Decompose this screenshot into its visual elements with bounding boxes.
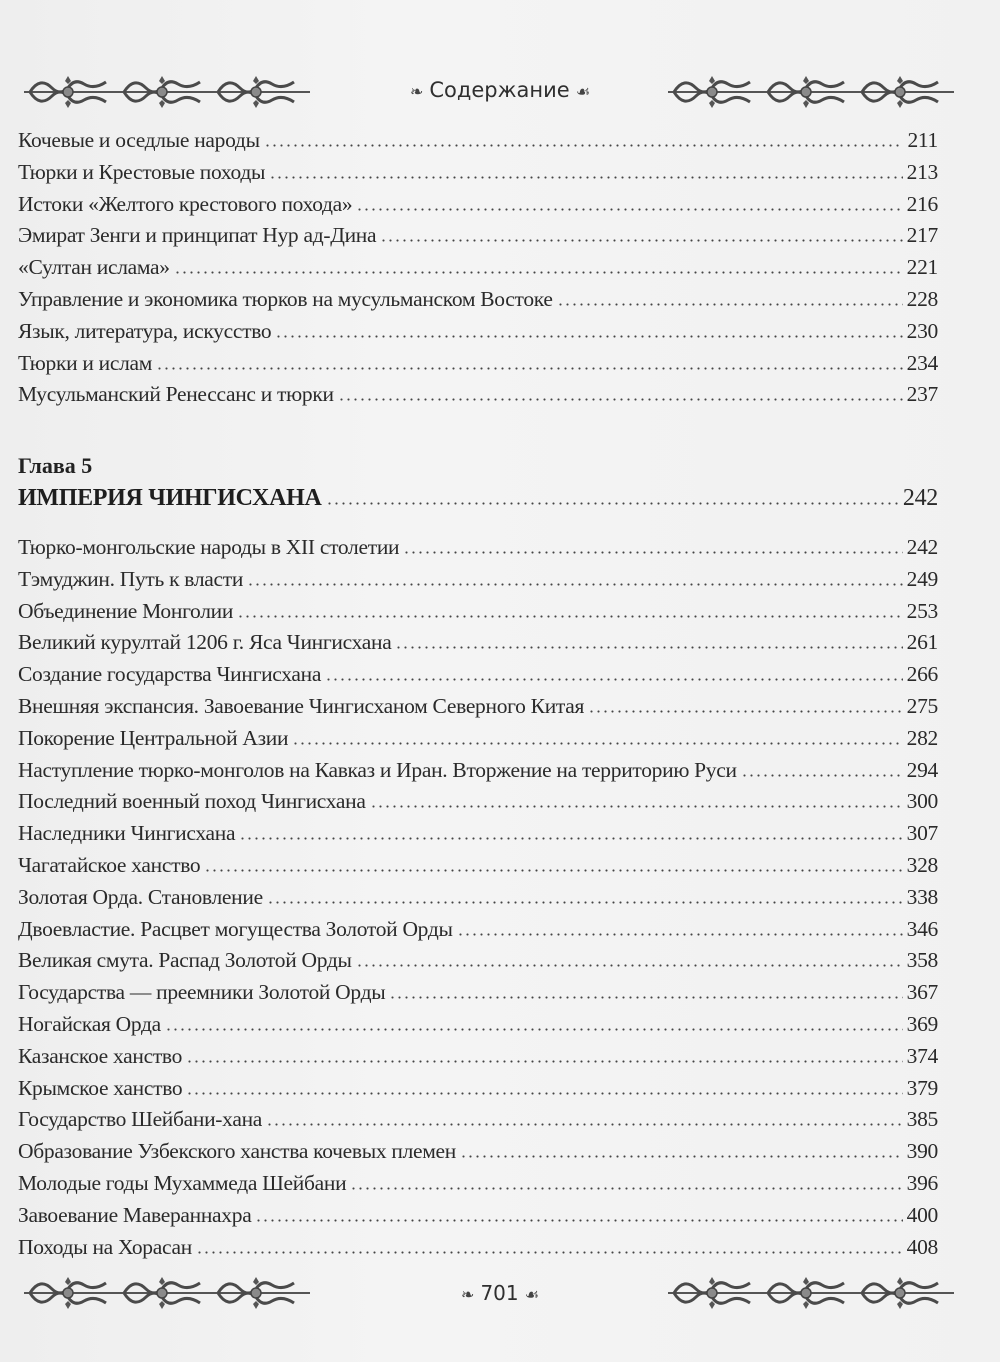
toc-entry-title: Создание государства Чингисхана	[18, 662, 322, 687]
toc-entry-title: Мусульманский Ренессанс и тюрки	[18, 382, 334, 407]
toc-entry-page: 367	[906, 980, 938, 1005]
toc-entry-page: 400	[906, 1202, 938, 1227]
toc-entry-title: Чагатайское ханство	[18, 852, 201, 877]
dot-leader	[326, 502, 899, 505]
dot-leader	[389, 996, 902, 999]
dot-leader	[395, 646, 902, 649]
toc-entry[interactable]	[18, 1073, 938, 1105]
toc-entry[interactable]	[18, 977, 938, 1009]
ornament-left-icon	[22, 1273, 312, 1313]
toc-entry-page: 374	[906, 1043, 938, 1068]
toc-entry-title: Золотая Орда. Становление	[18, 884, 263, 909]
dot-leader	[403, 551, 902, 554]
toc-entry[interactable]	[18, 1009, 938, 1041]
toc-entry-page: 237	[906, 382, 938, 407]
toc-entry[interactable]	[18, 1041, 938, 1073]
dot-leader	[196, 1251, 903, 1254]
chapter-page: 242	[902, 485, 938, 511]
toc-entry-page: 396	[906, 1170, 938, 1195]
toc-entry-title: Объединение Монголии	[18, 598, 234, 623]
dot-leader	[275, 335, 902, 338]
toc-entry-page: 300	[906, 789, 938, 814]
toc-entry-title: Кочевые и оседлые народы	[18, 128, 260, 152]
toc-entry[interactable]	[18, 850, 938, 882]
ornament-right-icon	[666, 1273, 956, 1313]
toc-entry[interactable]	[18, 564, 938, 596]
toc-entry-page: 242	[906, 535, 938, 559]
toc-entry[interactable]	[18, 691, 938, 723]
toc-entry-page: 408	[906, 1234, 938, 1259]
chapter-label: Глава 5	[18, 453, 93, 478]
toc-entry-title: Тюрки и Крестовые походы	[18, 159, 266, 184]
dot-leader	[350, 1187, 902, 1190]
dot-leader	[156, 367, 903, 370]
toc-entry[interactable]	[18, 914, 938, 946]
toc-entry-page: 234	[906, 350, 938, 375]
swirl-left-icon: ❧	[461, 1285, 475, 1304]
toc-entry[interactable]	[18, 189, 938, 221]
dot-leader	[204, 869, 902, 872]
header-title-text: Содержание	[429, 78, 570, 102]
toc-entry-page: 338	[906, 884, 938, 909]
toc-entry-page: 228	[906, 286, 938, 311]
dot-leader	[370, 805, 903, 808]
toc-entry[interactable]	[18, 596, 938, 628]
toc-entry[interactable]	[18, 627, 938, 659]
toc-entry[interactable]	[18, 532, 938, 564]
toc-entry-title: Тэмуджин. Путь к власти	[18, 566, 244, 591]
dot-leader	[338, 398, 903, 401]
running-header	[0, 72, 1000, 116]
dot-leader	[186, 1092, 902, 1095]
toc-entry-page: 211	[907, 128, 938, 152]
toc-entry-page: 328	[906, 852, 938, 877]
ornament-right-icon	[666, 72, 956, 112]
dot-leader	[356, 964, 903, 967]
toc-entry-title: Завоевание Мавераннахра	[18, 1202, 252, 1227]
toc-entry-title: Государство Шейбани-хана	[18, 1107, 263, 1132]
toc-entry[interactable]	[18, 125, 938, 157]
dot-leader	[264, 144, 904, 147]
toc-entry-title: Последний военный поход Чингисхана	[18, 789, 366, 814]
toc-entry-page: 213	[906, 159, 938, 184]
toc-entry-page: 275	[906, 693, 938, 718]
toc-entry-page: 390	[906, 1139, 938, 1164]
toc-entry-title: Управление и экономика тюрков на мусульманском Востоке	[18, 286, 553, 311]
toc-entry-title: Крымское ханство	[18, 1075, 183, 1100]
toc-entry-page: 230	[906, 318, 938, 343]
dot-leader	[269, 176, 903, 179]
toc-entry-title: Ногайская Орда	[18, 1011, 161, 1036]
toc-entry-title: Наступление тюрко-монголов на Кавказ и Иран. Вторжение на территорию Руси	[18, 757, 737, 782]
toc-entry[interactable]	[18, 1232, 938, 1264]
toc-entry-title: Наследники Чингисхана	[18, 821, 236, 846]
toc-entry-page: 294	[906, 757, 938, 782]
dot-leader	[237, 615, 903, 618]
dot-leader	[588, 710, 903, 713]
toc-entry-title: Государства — преемники Золотой Орды	[18, 980, 386, 1005]
chapter-title: ИМПЕРИЯ ЧИНГИСХАНА	[18, 485, 322, 511]
toc-entry-title: Язык, литература, искусство	[18, 318, 272, 343]
toc-entry[interactable]	[18, 1104, 938, 1136]
toc-entry[interactable]	[18, 723, 938, 755]
toc-entry-title: Тюрко-монгольские народы в XII столетии	[18, 535, 400, 559]
dot-leader	[174, 271, 903, 274]
dot-leader	[741, 774, 903, 777]
toc-entry[interactable]	[18, 945, 938, 977]
toc-entry[interactable]	[18, 882, 938, 914]
toc-entry-page: 266	[906, 662, 938, 687]
dot-leader	[460, 1155, 903, 1158]
toc-entry-page: 379	[906, 1075, 938, 1100]
toc-entry-title: «Султан ислама»	[18, 255, 170, 280]
swirl-right-icon: ☙	[575, 82, 591, 101]
toc-entry[interactable]	[18, 252, 938, 284]
dot-leader	[292, 742, 902, 745]
chapter-heading[interactable]	[18, 480, 938, 516]
toc-entry[interactable]	[18, 818, 938, 850]
header-title	[372, 78, 628, 102]
dot-leader	[247, 583, 903, 586]
toc-entry[interactable]	[18, 284, 938, 316]
swirl-right-icon: ☙	[524, 1285, 539, 1304]
toc-entry-title: Эмират Зенги и принципат Нур ад-Дина	[18, 223, 377, 248]
toc-entry-page: 261	[906, 630, 938, 655]
toc-entry-title: Великая смута. Распад Золотой Орды	[18, 948, 352, 973]
toc-entry[interactable]	[18, 1136, 938, 1168]
ornament-left-icon	[22, 72, 312, 112]
toc-entry[interactable]	[18, 220, 938, 252]
toc-section-a	[18, 125, 938, 411]
toc-entry-page: 216	[906, 191, 938, 216]
toc-entry-page: 358	[906, 948, 938, 973]
toc-entry-page: 217	[906, 223, 938, 248]
toc-entry-page: 369	[906, 1011, 938, 1036]
toc-entry[interactable]	[18, 348, 938, 380]
toc-entry[interactable]	[18, 1168, 938, 1200]
toc-entry[interactable]	[18, 659, 938, 691]
dot-leader	[457, 933, 903, 936]
swirl-left-icon: ❧	[409, 82, 424, 101]
toc-entry[interactable]	[18, 1200, 938, 1232]
toc-entry[interactable]	[18, 379, 938, 411]
toc-entry-page: 385	[906, 1107, 938, 1132]
toc-entry-page: 221	[906, 255, 938, 280]
toc-section-b	[18, 532, 938, 1263]
toc-entry-title: Образование Узбекского ханства кочевых племен	[18, 1139, 457, 1164]
dot-leader	[557, 303, 903, 306]
toc-entry-page: 253	[906, 598, 938, 623]
dot-leader	[165, 1028, 903, 1031]
toc-entry-title: Тюрки и ислам	[18, 350, 153, 375]
dot-leader	[267, 901, 903, 904]
dot-leader	[380, 239, 902, 242]
toc-entry-title: Походы на Хорасан	[18, 1234, 192, 1259]
toc-entry-title: Молодые годы Мухаммеда Шейбани	[18, 1170, 347, 1195]
toc-entry-title: Казанское ханство	[18, 1043, 183, 1068]
toc-entry-title: Двоевластие. Расцвет могущества Золотой Орды	[18, 916, 453, 941]
dot-leader	[255, 1219, 902, 1222]
dot-leader	[266, 1123, 903, 1126]
dot-leader	[186, 1060, 903, 1063]
toc-entry-page: 282	[906, 725, 938, 750]
dot-leader	[356, 208, 902, 211]
toc-entry[interactable]	[18, 786, 938, 818]
toc-entry-page: 249	[906, 566, 938, 591]
toc-entry-title: Покорение Центральной Азии	[18, 725, 289, 750]
dot-leader	[325, 678, 903, 681]
page-number-text: 701	[480, 1281, 519, 1305]
toc-entry[interactable]	[18, 316, 938, 348]
toc-entry[interactable]	[18, 157, 938, 189]
toc-entry-page: 307	[906, 821, 938, 846]
toc-entry[interactable]	[18, 755, 938, 787]
toc-entry-page: 346	[906, 916, 938, 941]
toc-entry-title: Внешняя экспансия. Завоевание Чингисханом Северного Китая	[18, 693, 585, 718]
toc-entry-title: Истоки «Желтого крестового похода»	[18, 191, 353, 216]
page-number	[400, 1281, 600, 1305]
running-footer	[0, 1273, 1000, 1317]
toc-entry-title: Великий курултай 1206 г. Яса Чингисхана	[18, 630, 392, 655]
dot-leader	[239, 837, 902, 840]
